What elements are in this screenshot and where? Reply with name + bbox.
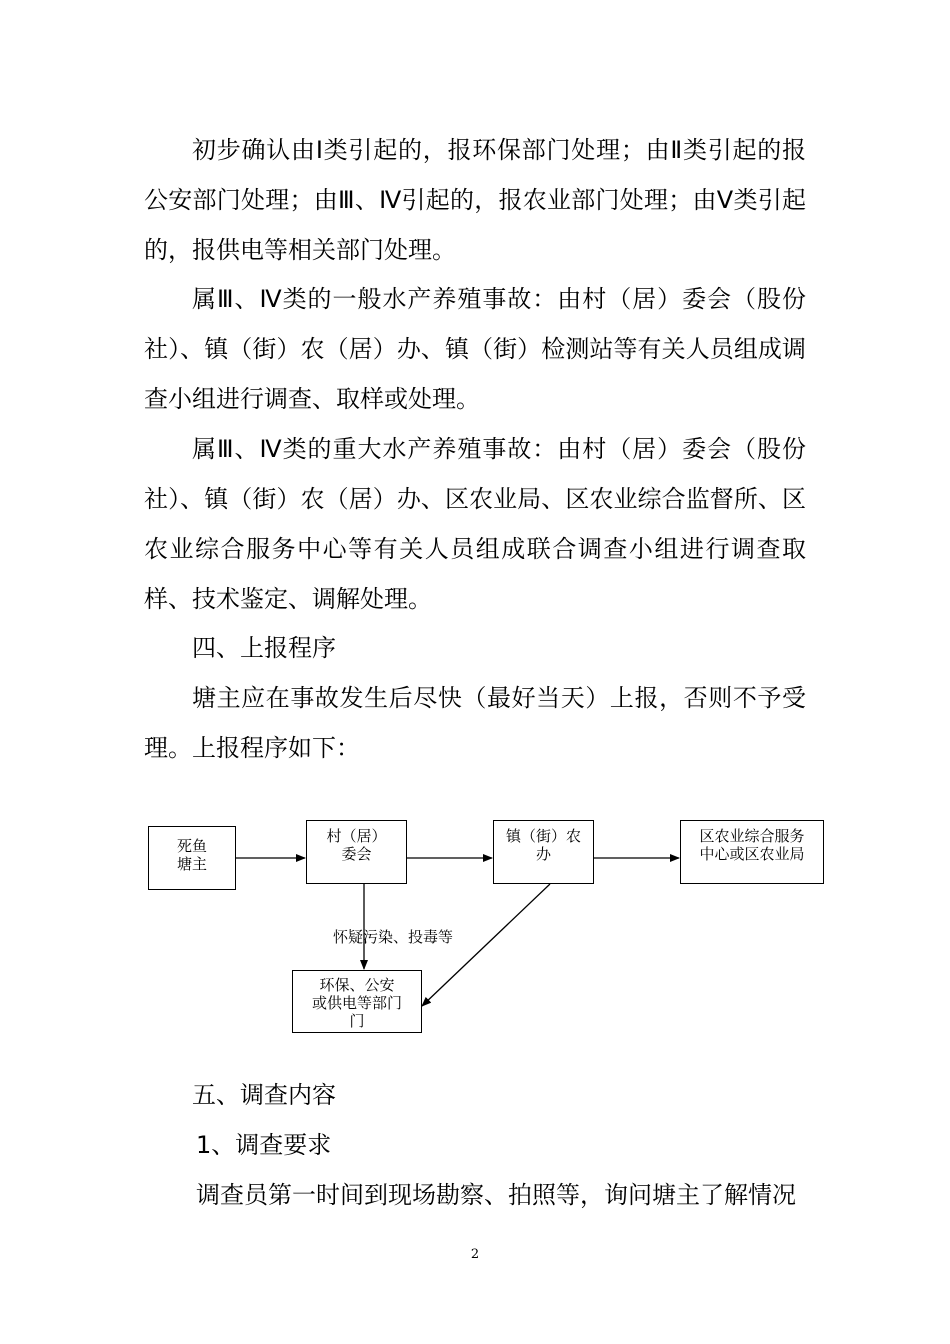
- paragraph-report-routing: 初步确认由Ⅰ类引起的，报环保部门处理；由Ⅱ类引起的报公安部门处理；由Ⅲ、Ⅳ引起的，报农业部门处理；由Ⅴ类引起的，报供电等相关部门处理。: [144, 136, 806, 264]
- depts-line3: 门: [349, 1012, 365, 1030]
- village-line1: 村（居）: [326, 827, 387, 845]
- district-line2: 中心或区农业局: [699, 845, 805, 863]
- box-town-office: [493, 820, 594, 884]
- box-district-center: [680, 820, 824, 884]
- section5-heading: 五、调查内容: [192, 1081, 336, 1109]
- depts-line1: 环保、公安: [319, 976, 395, 994]
- town-line1: 镇（街）农: [505, 827, 581, 845]
- paragraph-general-accident: 属Ⅲ、Ⅳ类的一般水产养殖事故：由村（居）委会（股份社）、镇（街）农（居）办、镇（街）检测站等有关人员组成调查小组进行调查、取样或处理。: [144, 285, 806, 413]
- section4-heading: 四、上报程序: [192, 634, 336, 662]
- section5-sub1: 1、调查要求: [196, 1131, 332, 1159]
- pond-owner-line1: 死鱼: [176, 837, 207, 855]
- page-number: 2: [470, 1247, 480, 1262]
- section5-text: 调查员第一时间到现场勘察、拍照等，询问塘主了解情况: [196, 1181, 796, 1209]
- town-line2: 办: [535, 845, 551, 863]
- depts-line2: 或供电等部门: [311, 994, 402, 1012]
- box-pond-owner: [148, 826, 236, 890]
- box-village-committee: [306, 820, 407, 884]
- village-line2: 委会: [341, 845, 372, 863]
- section4-text: 塘主应在事故发生后尽快（最好当天）上报，否则不予受理。上报程序如下：: [144, 684, 806, 762]
- district-line1: 区农业综合服务: [699, 827, 805, 845]
- box-relevant-departments: [292, 970, 422, 1033]
- paragraph-major-accident: 属Ⅲ、Ⅳ类的重大水产养殖事故：由村（居）委会（股份社）、镇（街）农（居）办、区农业局、区农业综合监督所、区农业综合服务中心等有关人员组成联合调查小组进行调查取样、技术鉴定、调解处理。: [144, 435, 806, 613]
- pond-owner-line2: 塘主: [176, 855, 207, 873]
- suspicion-label: 怀疑污染、投毒等: [333, 928, 454, 946]
